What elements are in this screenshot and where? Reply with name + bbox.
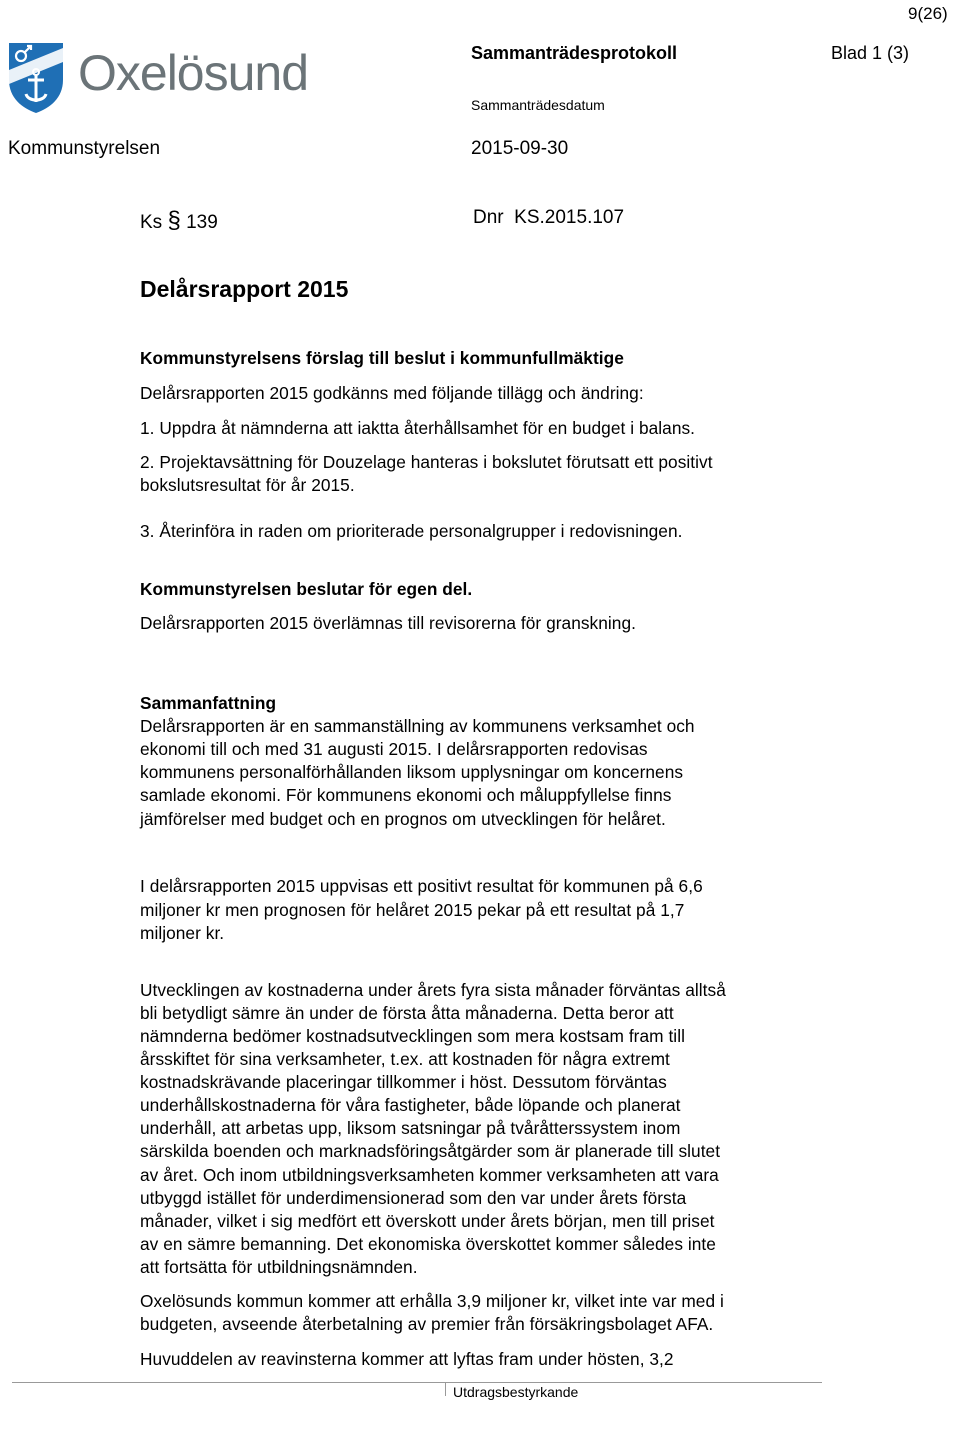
- section-symbol: §: [167, 207, 181, 234]
- summary-line: samlade ekonomi. För kommunens ekonomi och måluppfyllelse finns: [140, 785, 672, 805]
- result-line: miljoner kr men prognosen för helåret 2015 pekar på ett resultat på 1,7: [140, 900, 685, 920]
- organization-name: Kommunstyrelsen: [8, 138, 161, 159]
- cost-line: särskilda boenden och marknadsföringsåtgärder som är planerade till slutet: [140, 1141, 721, 1161]
- cost-line: av en sämre bemanning. Det ekonomiska överskottet kommer således inte: [140, 1234, 716, 1254]
- footer-attestation-label: Utdragsbestyrkande: [453, 1384, 579, 1400]
- proposal-item: 3. Återinföra in raden om prioriterade personalgrupper i redovisningen.: [140, 521, 683, 541]
- cost-line: utbyggd istället för underdimensionerad som den var under årets första: [140, 1188, 687, 1208]
- ks-label: Ks: [140, 212, 163, 233]
- cost-line: årsskiftet för sina verksamheter, t.ex. att kostnaden för några extremt: [140, 1049, 670, 1069]
- meeting-date: 2015-09-30: [471, 138, 569, 159]
- summary-heading: Sammanfattning: [140, 693, 277, 713]
- ks-number: 139: [186, 212, 218, 233]
- cost-line: månader, vilket i sig medfört ett överskott under årets början, men till priset: [140, 1211, 715, 1231]
- cost-line: att fortsätta för utbildningsnämnden.: [140, 1257, 418, 1277]
- proposal-item: 2. Projektavsättning för Douzelage hanteras i bokslutet förutsatt ett positivt: [140, 452, 713, 472]
- cost-line: underhållskostnaderna för våra fastigheter, både löpande och planerat: [140, 1095, 681, 1115]
- coat-of-arms-icon: [6, 40, 66, 114]
- case-reference: [140, 207, 218, 235]
- document-title: Delårsrapport 2015: [140, 276, 349, 302]
- last-line: Huvuddelen av reavinsterna kommer att lyftas fram under hösten, 3,2: [140, 1349, 674, 1369]
- proposal-intro: Delårsrapporten 2015 godkänns med följande tillägg och ändring:: [140, 383, 644, 403]
- summary-line: kommunens personalförhållanden liksom upplysningar om koncernens: [140, 762, 684, 782]
- afa-line: budgeten, avseende återbetalning av premier från försäkringsbolaget AFA.: [140, 1314, 714, 1334]
- cost-line: kostnadskrävande placeringar tillkommer i höst. Dessutom förväntas: [140, 1072, 667, 1092]
- result-line: miljoner kr.: [140, 923, 225, 943]
- logo-wordmark: Oxelösund: [78, 45, 309, 101]
- municipality-logo: [6, 40, 326, 118]
- footer-divider: [12, 1382, 822, 1383]
- summary-line: ekonomi till och med 31 augusti 2015. I delårsrapporten redovisas: [140, 739, 648, 759]
- proposal-item-continued: bokslutsresultat för år 2015.: [140, 475, 355, 495]
- cost-line: av året. Och inom utbildningsverksamheten kommer verksamheten att vara: [140, 1165, 719, 1185]
- decision-text: Delårsrapporten 2015 överlämnas till revisorerna för granskning.: [140, 613, 636, 633]
- cost-line: nämnderna bedömer kostnadsutvecklingen som mera kostsam fram till: [140, 1026, 685, 1046]
- cost-line: bli betydligt sämre än under de första åtta månaderna. Detta beror att: [140, 1003, 674, 1023]
- decision-heading: Kommunstyrelsen beslutar för egen del.: [140, 579, 473, 599]
- protocol-title: Sammanträdesprotokoll: [471, 43, 678, 63]
- meeting-date-label: Sammanträdesdatum: [471, 97, 605, 113]
- footer-divider-tick: [445, 1382, 446, 1396]
- page-number: 9(26): [908, 4, 948, 23]
- proposal-item: 1. Uppdra åt nämnderna att iaktta återhållsamhet för en budget i balans.: [140, 418, 696, 438]
- summary-line: jämförelser med budget och en prognos om utvecklingen för helåret.: [140, 809, 666, 829]
- sheet-number: Blad 1 (3): [831, 43, 910, 63]
- cost-line: Utvecklingen av kostnaderna under årets fyra sista månader förväntas alltså: [140, 980, 726, 1000]
- cost-line: underhåll, att arbetas upp, liksom satsningar på tvåråtterssystem inom: [140, 1118, 681, 1138]
- proposal-heading: Kommunstyrelsens förslag till beslut i kommunfullmäktige: [140, 348, 624, 368]
- result-line: I delårsrapporten 2015 uppvisas ett positivt resultat för kommunen på 6,6: [140, 876, 703, 896]
- afa-line: Oxelösunds kommun kommer att erhålla 3,9 miljoner kr, vilket inte var med i: [140, 1291, 724, 1311]
- diary-number: Dnr KS.2015.107: [473, 207, 625, 228]
- summary-line: Delårsrapporten är en sammanställning av kommunens verksamhet och: [140, 716, 695, 736]
